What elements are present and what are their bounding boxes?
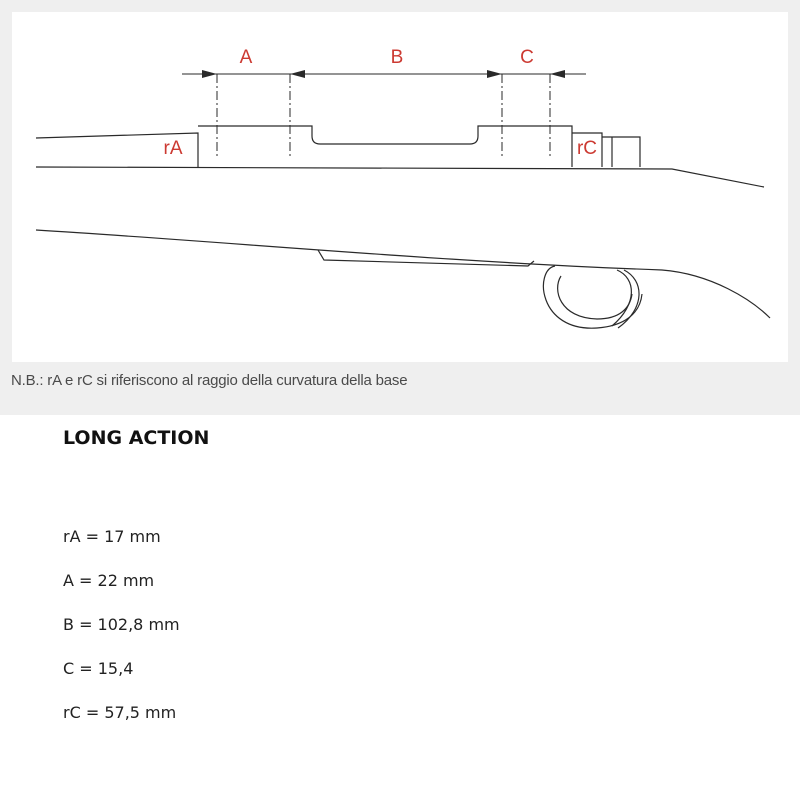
spec-item-c: C = 15,4	[63, 659, 134, 678]
label-rc: rC	[576, 138, 598, 159]
label-b: B	[390, 47, 404, 68]
spec-item-b: B = 102,8 mm	[63, 615, 180, 634]
stock-outline	[36, 230, 770, 328]
spec-section	[63, 426, 763, 722]
spec-item-a: A = 22 mm	[63, 571, 155, 590]
spec-item-rc: rC = 57,5 mm	[63, 703, 177, 722]
spec-item-ra: rA = 17 mm	[63, 527, 161, 546]
label-ra: rA	[163, 138, 183, 159]
spec-title: LONG ACTION	[63, 427, 210, 449]
label-a: A	[239, 47, 253, 68]
label-c: C	[520, 47, 534, 68]
dimension-lines	[182, 70, 586, 78]
diagram-caption: N.B.: rA e rC si riferiscono al raggio della curvatura della base	[11, 372, 408, 389]
rifle-action-diagram	[12, 12, 788, 362]
receiver-outline	[36, 126, 764, 187]
diagram-svg	[12, 12, 788, 362]
